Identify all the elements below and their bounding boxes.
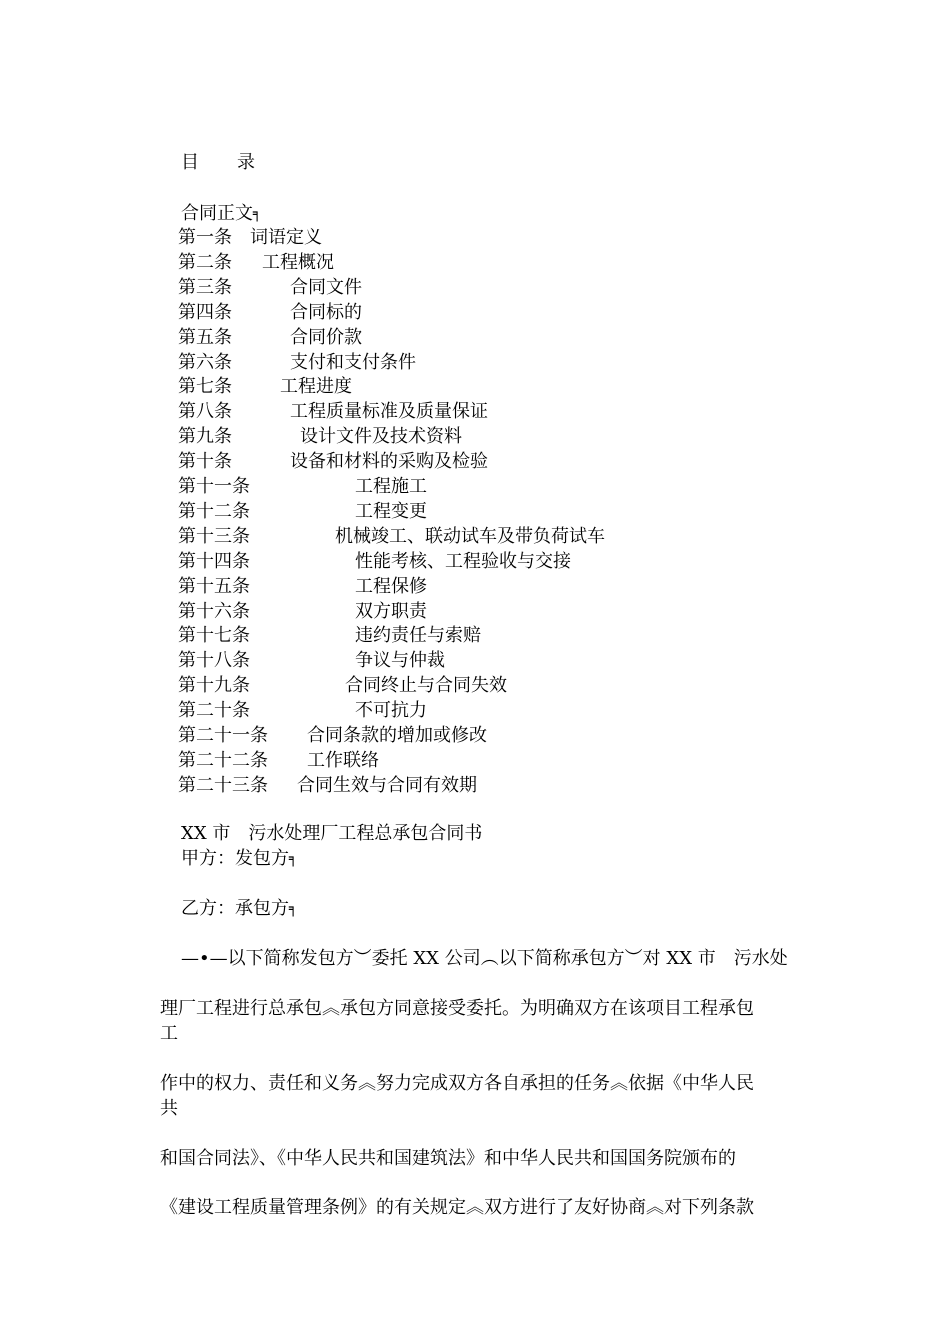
toc-item-title: 工程施工 [355, 476, 427, 497]
toc-item-title: 设计文件及技术资料 [300, 426, 462, 448]
toc-item-title: 合同标的 [290, 301, 362, 323]
toc-item-title: 工程保修 [355, 575, 427, 597]
toc-title-char-2: 录 [237, 152, 255, 173]
toc-item-number: 第六条 [178, 351, 232, 373]
body-line-1: —•—以下简称发包方︶委托 XX 公司︵以下简称承包方︶对 XX 市 污水处 [181, 948, 788, 969]
toc-item-number: 第十六条 [178, 600, 250, 622]
toc-item-number: 第八条 [178, 401, 232, 423]
toc-title-char-1: 目 [181, 152, 199, 173]
toc-item-number: 第九条 [178, 426, 232, 448]
toc-item-title: 工程质量标准及质量保证 [290, 401, 488, 423]
bracket-mark: ╕ [289, 851, 298, 867]
toc-item-number: 第一条 [178, 227, 232, 248]
toc-item-title: 合同终止与合同失效 [345, 675, 507, 697]
toc-header: 合同正文╕ [181, 203, 262, 224]
toc-item-title: 性能考核、工程验收与交接 [355, 550, 571, 572]
toc-item-number: 第二条 [178, 251, 232, 273]
body-line-2: 理厂工程进行总承包︽承包方同意接受委托。为明确双方在该项目工程承包 [160, 998, 754, 1019]
toc-item-title: 工程进度 [280, 376, 352, 398]
toc-item-number: 第十九条 [178, 675, 250, 697]
toc-item-number: 第二十三条 [178, 774, 268, 796]
toc-item-number: 第五条 [178, 326, 232, 348]
toc-item-title: 双方职责 [355, 600, 427, 622]
toc-item-title: 合同价款 [290, 326, 362, 348]
toc-item-number: 第二十二条 [178, 749, 268, 771]
body-line-4: 作中的权力、责任和义务︽努力完成双方各自承担的任务︽依据《中华人民 [160, 1073, 754, 1094]
toc-item-number: 第七条 [178, 376, 232, 398]
bracket-mark: ╕ [289, 901, 298, 917]
body-line-3: 工 [160, 1023, 178, 1044]
toc-item-title: 不可抗力 [355, 700, 427, 722]
bracket-mark: ╕ [253, 206, 262, 222]
party-b: 乙方：承包方╕ [181, 898, 298, 919]
toc-item-title: 合同生效与合同有效期 [297, 774, 477, 796]
toc-item-number: 第十条 [178, 451, 232, 473]
toc-item-number: 第三条 [178, 276, 232, 298]
toc-title [181, 152, 255, 174]
contract-title: XX 市 污水处理厂工程总承包合同书 [181, 823, 483, 844]
body-line-5: 共 [160, 1098, 178, 1119]
toc-item-number: 第十一条 [178, 476, 250, 497]
toc-item-number: 第二十条 [178, 700, 250, 722]
toc-item-title: 合同条款的增加或修改 [307, 725, 487, 746]
party-a: 甲方：发包方╕ [181, 848, 298, 869]
toc-item-title: 设备和材料的采购及检验 [290, 451, 488, 473]
toc-item-number: 第十三条 [178, 525, 250, 547]
toc-item-number: 第十二条 [178, 500, 250, 522]
toc-item-title: 工程概况 [262, 251, 334, 273]
toc-item-number: 第十八条 [178, 650, 250, 672]
toc-item-title: 工程变更 [355, 500, 427, 522]
toc-item-title: 机械竣工、联动试车及带负荷试车 [335, 525, 605, 547]
toc-item-number: 第二十一条 [178, 725, 268, 746]
toc-item-title: 工作联络 [307, 749, 379, 771]
toc-item-number: 第十七条 [178, 625, 250, 647]
toc-item-number: 第十四条 [178, 550, 250, 572]
toc-item-title: 违约责任与索赔 [355, 625, 481, 647]
toc-item-title: 支付和支付条件 [290, 351, 416, 373]
toc-item-number: 第四条 [178, 301, 232, 323]
toc-item-number: 第十五条 [178, 575, 250, 597]
toc-item-title: 争议与仲裁 [355, 650, 445, 672]
body-line-7: 《建设工程质量管理条例》的有关规定︽双方进行了友好协商︽对下列条款 [160, 1197, 754, 1218]
toc-item-title: 合同文件 [290, 276, 362, 298]
body-line-6: 和国合同法》、《中华人民共和国建筑法》和中华人民共和国国务院颁布的 [160, 1148, 736, 1169]
toc-item-title: 词语定义 [250, 227, 322, 248]
